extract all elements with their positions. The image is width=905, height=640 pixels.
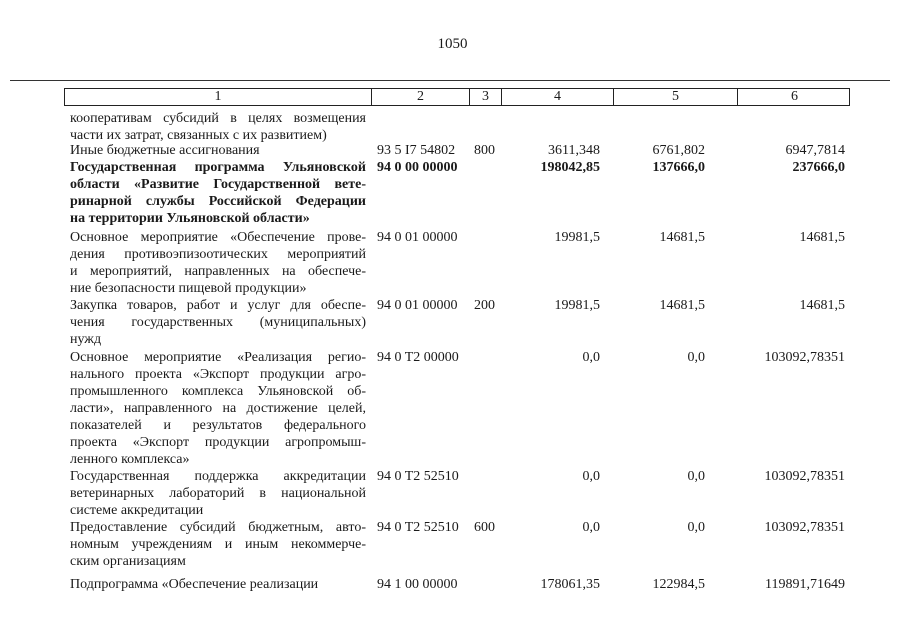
row-value-col4: 198042,85 bbox=[540, 160, 600, 175]
row-value-col5: 122984,5 bbox=[652, 577, 705, 592]
row-code: 94 0 00 00000 bbox=[377, 160, 458, 175]
row-description bbox=[70, 142, 366, 159]
description-line: промышленного комплекса Ульяновской об- bbox=[70, 384, 366, 399]
description-line: номным учреждениям и иным некоммерче- bbox=[70, 537, 366, 552]
row-value-col6: 103092,78351 bbox=[764, 520, 845, 535]
description-line: нального проекта «Экспорт продукции агро- bbox=[70, 367, 366, 382]
description-line: чения государственных (муниципальных) bbox=[70, 315, 366, 330]
row-value-col5: 0,0 bbox=[687, 469, 705, 484]
row-expense-type: 200 bbox=[474, 298, 495, 313]
row-value-col5: 14681,5 bbox=[659, 230, 705, 245]
row-value-col6: 14681,5 bbox=[799, 230, 845, 245]
description-line: дения противоэпизоотических мероприятий bbox=[70, 247, 366, 262]
row-value-col4: 19981,5 bbox=[554, 230, 600, 245]
description-line: Государственная поддержка аккредитации bbox=[70, 469, 366, 484]
row-value-col5: 0,0 bbox=[687, 520, 705, 535]
description-line: проекта «Экспорт продукции агропромыш- bbox=[70, 435, 366, 450]
row-value-col4: 178061,35 bbox=[540, 577, 600, 592]
description-line: области «Развитие Государственной вете- bbox=[70, 177, 366, 192]
row-description bbox=[70, 110, 366, 144]
row-value-col6: 14681,5 bbox=[799, 298, 845, 313]
description-line: Основное мероприятие «Реализация регио- bbox=[70, 350, 366, 365]
row-value-col5: 6761,802 bbox=[652, 143, 705, 158]
row-description bbox=[70, 229, 366, 297]
row-value-col6: 237666,0 bbox=[792, 160, 845, 175]
description-line: и мероприятий, направленных на обеспече- bbox=[70, 264, 366, 279]
row-expense-type: 800 bbox=[474, 143, 495, 158]
header-col-2: 2 bbox=[371, 89, 469, 105]
header-col-5: 5 bbox=[613, 89, 737, 105]
description-line: ленного комплекса» bbox=[70, 452, 190, 467]
description-line: ским организациям bbox=[70, 554, 186, 569]
header-col-6: 6 bbox=[737, 89, 851, 105]
header-col-3: 3 bbox=[469, 89, 501, 105]
row-description bbox=[70, 297, 366, 348]
row-value-col4: 0,0 bbox=[582, 520, 600, 535]
description-line: ние безопасности пищевой продукции» bbox=[70, 281, 307, 296]
description-line: Подпрограмма «Обеспечение реализации bbox=[70, 577, 319, 592]
row-code: 94 0 T2 00000 bbox=[377, 350, 459, 365]
row-code: 94 0 T2 52510 bbox=[377, 520, 459, 535]
header-col-1: 1 bbox=[214, 89, 222, 104]
description-line: Закупка товаров, работ и услуг для обеспе- bbox=[70, 298, 366, 313]
description-line: показателей и результатов федерального bbox=[70, 418, 366, 433]
row-value-col4: 0,0 bbox=[582, 469, 600, 484]
row-description bbox=[70, 349, 366, 468]
row-value-col5: 137666,0 bbox=[652, 160, 705, 175]
description-line: ласти», направленного на достижение целей, bbox=[70, 401, 366, 416]
top-rule bbox=[10, 80, 890, 81]
description-line: нужд bbox=[70, 332, 102, 347]
row-value-col6: 103092,78351 bbox=[764, 469, 845, 484]
page-number: 1050 bbox=[437, 36, 468, 52]
row-value-col6: 6947,7814 bbox=[785, 143, 845, 158]
description-line: на территории Ульяновской области» bbox=[70, 211, 310, 226]
row-code: 94 0 01 00000 bbox=[377, 230, 458, 245]
row-value-col5: 0,0 bbox=[687, 350, 705, 365]
description-line: ветеринарных лабораторий в национальной bbox=[70, 486, 366, 501]
row-description bbox=[70, 576, 366, 593]
row-value-col4: 0,0 bbox=[582, 350, 600, 365]
row-description bbox=[70, 159, 366, 227]
row-code: 94 0 T2 52510 bbox=[377, 469, 459, 484]
description-line: Государственная программа Ульяновской bbox=[70, 160, 366, 175]
description-line: части их затрат, связанных с их развитием) bbox=[70, 128, 327, 143]
row-value-col5: 14681,5 bbox=[659, 298, 705, 313]
row-value-col6: 103092,78351 bbox=[764, 350, 845, 365]
description-line: системе аккредитации bbox=[70, 503, 204, 518]
description-line: кооперативам субсидий в целях возмещения bbox=[70, 111, 366, 126]
row-description bbox=[70, 468, 366, 519]
row-code: 94 0 01 00000 bbox=[377, 298, 458, 313]
row-code: 93 5 I7 54802 bbox=[377, 143, 456, 158]
header-col-4: 4 bbox=[501, 89, 613, 105]
row-value-col4: 3611,348 bbox=[548, 143, 600, 158]
row-description bbox=[70, 519, 366, 570]
row-value-col4: 19981,5 bbox=[554, 298, 600, 313]
table-header bbox=[64, 88, 850, 106]
row-expense-type: 600 bbox=[474, 520, 495, 535]
description-line: Основное мероприятие «Обеспечение прове- bbox=[70, 230, 366, 245]
description-line: Иные бюджетные ассигнования bbox=[70, 143, 260, 158]
description-line: Предоставление субсидий бюджетным, авто- bbox=[70, 520, 366, 535]
row-value-col6: 119891,71649 bbox=[765, 577, 845, 592]
description-line: ринарной службы Российской Федерации bbox=[70, 194, 366, 209]
row-code: 94 1 00 00000 bbox=[377, 577, 458, 592]
